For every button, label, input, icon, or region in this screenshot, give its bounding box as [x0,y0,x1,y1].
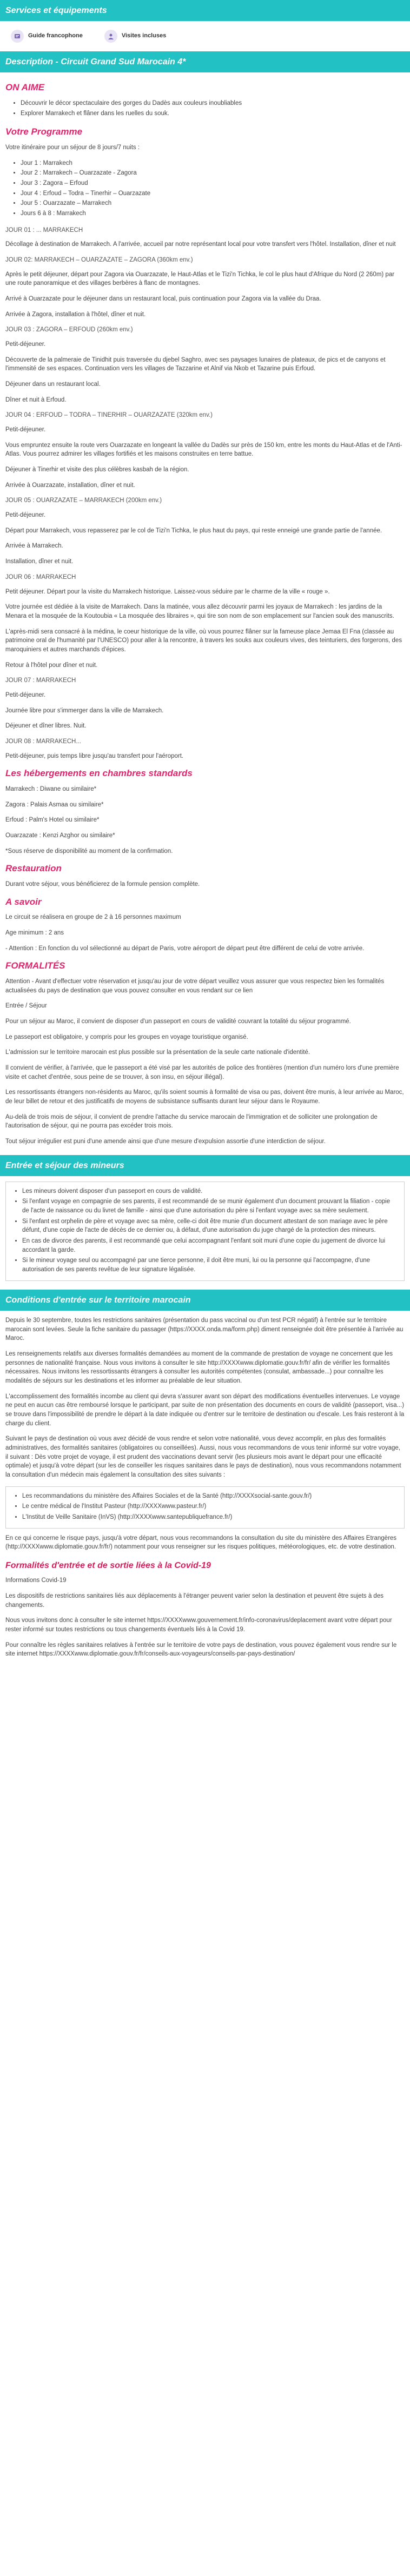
hebergement-item: Erfoud : Palm's Hotel ou similaire* [5,817,100,824]
formalites-text: Tout séjour irrégulier est puni d'une amende ainsi que d'une mesure d'expulsion assortie d'une interdiction de séjour. [5,1138,326,1145]
day-text: Départ pour Marrakech, vous repasserez par le col de Tizi'n Tichka, le plus haut du pays, qui reste enneigé une grande partie de l'année. [5,527,382,534]
day-text: Déjeuner dans un restaurant local. [5,381,101,388]
service-guide [11,30,83,43]
day-text: Petit-déjeuner. [5,691,46,698]
day-text: Petit-déjeuner, puis temps libre jusqu'au transfert pour l'aéroport. [5,752,184,759]
day-title: JOUR 04 : ERFOUD – TODRA – TINERHIR – OUARZAZATE (320km env.) [5,412,213,419]
day-text: Petit déjeuner. Départ pour la visite du Marrakech historique. Laissez-vous séduire par le charme de la ville « rouge ». [5,588,330,595]
services-list [0,21,410,51]
day-block [5,496,405,566]
day-text: Déjeuner et dîner libres. Nuit. [5,723,87,730]
description-content [0,72,410,1671]
day-text: Découverte de la palmeraie de Tinidhit puis traversée du djebel Saghro, avec ses paysages lunaires de plateaux, de pics et de canyons et l'immensité de ses espaces. Continuation vers les villages de Tazzarine et Alnif via Nkob et Tazarine puis Erfoud. [5,356,386,372]
on-aime-list [21,99,405,118]
covid-text: Les dispositifs de restrictions sanitaires liés aux déplacements à l'étranger peuvent varier selon la destination et peuvent être sujets à des changements. [5,1592,383,1609]
formalites-heading: FORMALITÉS [5,960,65,971]
conditions-text: En ce qui concerne le risque pays, jusqu'à votre départ, nous vous recommandons la consultation du site du ministère des Affaires Etrangères (http://XXXXwww.diplomatie.gouv.fr/fr/) notamment pour vous renseigner sur les risques politiques, météorologiques, etc. de votre destination. [5,1534,397,1551]
day-text: Arrivée à Ouarzazate, installation, dîner et nuit. [5,482,135,489]
day-text: Votre journée est dédiée à la visite de Marrakech. Dans la matinée, vous allez découvrir parmi les joyaux de Marrakech : les jardins de la Menara et la mosquée de la Koutoubia « La mosquée des libraires », qui tire son nom de son emplacement sur l'ancien souk des manuscrits. [5,604,394,619]
conditions-text: Depuis le 30 septembre, toutes les restrictions sanitaires (présentation du pass vaccinal ou d'un test PCR négatif) à l'entrée sur le territoire marocain sont levées. Seule la fiche sanitaire du passager (https://XXXX.onda.ma/form.php) diment renseignée doit être présentée à l'arrivée au Maroc. [5,1317,404,1342]
list-item: • Jour 2 : Marrakech – Ouarzazate - Zagora [21,169,405,178]
day-title: JOUR 06 : MARRAKECH [5,573,76,580]
day-block [5,411,405,490]
conditions-band: Conditions d'entrée sur le territoire marocain [0,1290,410,1311]
day-block [5,676,405,731]
covid-heading: Formalités d'entrée et de sortie liées à la Covid-19 [5,1561,211,1571]
day-block [5,226,405,249]
mineurs-band: Entrée et séjour des mineurs [0,1155,410,1176]
day-title: JOUR 02: MARRAKECH – OUARZAZATE – ZAGORA (360km env.) [5,257,193,264]
day-title: JOUR 01 : ... MARRAKECH [5,226,83,233]
covid-text: Informations Covid-19 [5,1577,67,1584]
service-label: Visites incluses [121,32,167,39]
day-text: Après le petit déjeuner, départ pour Zagora via Ouarzazate, le Haut-Atlas et le Tizi'n Tichka, le col le plus haut d'Afrique du Nord (2 260m) par une route panoramique et des villages berbères à flanc de montagnes. [5,271,395,287]
hebergement-item: Marrakech : Diwane ou similaire* [5,785,97,792]
covid-text: Nous vous invitons donc à consulter le site internet https://XXXXwww.gouvernement.fr/info-coronavirus/deplacement avant votre départ pour rester informé sur toutes restrictions ou tous changements éventuels liés à la Covid 19. [5,1617,392,1633]
list-item: • Si le mineur voyage seul ou accompagné par une tierce personne, il doit être muni, lui ou la personne qui l'accompagne, d'une autorisation de ses parents revêtue de leur signature légalisée. [22,1256,399,1274]
services-band: Services et équipements [0,0,410,21]
savoir-text: Le circuit se réalisera en groupe de 2 à 16 personnes maximum [5,914,181,921]
hebergements-heading: Les hébergements en chambres standards [5,768,193,779]
day-text: Dîner et nuit à Erfoud. [5,396,67,403]
mineurs-box [5,1182,405,1281]
day-text: Petit-déjeuner. [5,341,46,348]
restauration-text: Durant votre séjour, vous bénéficierez de la formule pension complète. [5,880,200,887]
list-item: • Jour 5 : Ouarzazate – Marrakech [21,199,405,208]
day-text: Décollage à destination de Marrakech. A l'arrivée, accueil par notre représentant local pour votre transfert vers l'hôtel. Installation, dîner et nuit [5,241,396,248]
day-title: JOUR 08 : MARRAKECH... [5,738,81,745]
formalites-text: Le passeport est obligatoire, y compris pour les groupes en voyage touristique organisé. [5,1033,248,1040]
programme-heading: Votre Programme [5,126,83,137]
day-text: Arrivé à Ouarzazate pour le déjeuner dans un restaurant local, puis continuation pour Zagora via la vallée du Draa. [5,296,321,303]
day-text: Journée libre pour s'immerger dans la ville de Marrakech. [5,707,164,714]
formalites-text: Il convient de vérifier, à l'arrivée, que le passeport a été visé par les autorités de police des frontières (mention d'un numéro lors d'une première visite et cachet d'entrée, sous peine de se trouver, à son insu, en séjour illégal). [5,1064,399,1080]
list-item: • Jours 6 à 8 : Marrakech [21,209,405,218]
programme-list [21,159,405,218]
day-block [5,737,405,760]
day-title: JOUR 05 : OUARZAZATE – MARRAKECH (200km env.) [5,497,162,504]
hebergement-item: Zagora : Palais Asmaa ou similaire* [5,801,104,808]
list-item: • Si l'enfant est orphelin de père et voyage avec sa mère, celle-ci doit être munie d'un document attestant de son mariage avec le père défunt, d'une copie de l'acte de décès de ce dernier ou, à défaut, d'une autorisation du juge chargé de la protection des mineurs. [22,1217,399,1235]
covid-text: Pour connaître les règles sanitaires relatives à l'entrée sur le territoire de votre pays de destination, vous pouvez également vous rendre sur le site internet https://XXXXwww.diplomatie.gouv.fr/fr/conseils-aux-voyageurs/conseils-par-pays-destination/ [5,1641,397,1658]
visit-icon [104,30,117,43]
list-item: • Les mineurs doivent disposer d'un passeport en cours de validité. [22,1187,399,1196]
conditions-text: Suivant le pays de destination où vous avez décidé de vous rendre et selon votre nationalité, vous devez accomplir, en plus des formalités administratives, des formalités sanitaires (obligatoires ou conseillées). Aussi, nous vous recommandons de vous tenir informé sur votre voyage, il suivant : Dès votre projet de voyage, il est prudent des vaccinations devant servir (les plusieurs mois avant le départ pour une efficacité optimale) et jusqu'à votre départ (sur les de conseiller les risques sanitaires dans le pays de destination), nous vous recommandons notamment la consultation d'un médecin mais également la consultation des sites suivants : [5,1436,401,1479]
day-block [5,256,405,319]
formalites-text: Attention - Avant d'effectuer votre réservation et jusqu'au jour de votre départ veuillez vous assurer que vous respectez bien les formalités actualisées du pays de destination que vous pouvez consulter en vous rendant sur ce lien [5,978,385,994]
day-text: Déjeuner à Tinerhir et visite des plus célèbres kasbah de la région. [5,466,189,473]
savoir-heading: A savoir [5,896,42,907]
service-visits [104,30,166,43]
list-item[interactable]: • Les recommandations du ministère des Affaires Sociales et de la Santé (http://XXXXsocial-sante.gouv.fr/) [22,1492,399,1501]
list-item: • En cas de divorce des parents, il est recommandé que celui accompagnant l'enfant soit muni d'une copie du jugement de divorce lui accordant la garde. [22,1237,399,1254]
list-item: • Jour 1 : Marrakech [21,159,405,168]
list-item: • Si l'enfant voyage en compagnie de ses parents, il est recommandé de se munir également d'un document prouvant la filiation - copie de l'acte de naissance ou du livret de famille - ainsi que d'une autorisation du père si l'enfant voyage avec sa mère seulement. [22,1197,399,1215]
conditions-text: L'accomplissement des formalités incombe au client qui devra s'assurer avant son départ des modifications éventuelles intervenues. Le voyage ne peut en aucun cas être remboursé lorsque le participant, par suite de non présentation des documents en cours de validité (passeport, visa...) se trouve dans l'impossibilité de prendre le départ à la date indiquée ou d'entrer sur le territoire de destination ou d'escale. Les frais resteront à la charge du client. [5,1393,405,1427]
list-item[interactable]: • Le centre médical de l'Institut Pasteur (http://XXXXwww.pasteur.fr/) [22,1502,399,1511]
day-text: L'après-midi sera consacré à la médina, le coeur historique de la ville, où vous pourrez flâner sur la fameuse place Jemaa El Fna (classée au patrimoine oral de l'humanité par l'UNESCO) pour aller à la rencontre, à travers les souks aux couleurs vives, des teinturiers, des forgerons, des maroquiniers et autres marchands d'épices. [5,628,402,653]
programme-intro: Votre itinéraire pour un séjour de 8 jours/7 nuits : [5,144,140,151]
list-item[interactable]: • L'Institut de Veille Sanitaire (InVS) (http://XXXXwww.santepubliquefrance.fr/) [22,1513,399,1522]
guide-icon [11,30,24,43]
on-aime-heading: ON AIME [5,82,45,93]
description-band: Description - Circuit Grand Sud Marocain 4* [0,51,410,72]
day-text: Retour à l'hôtel pour dîner et nuit. [5,662,98,669]
savoir-text: Age minimum : 2 ans [5,929,64,936]
day-text: Arrivée à Zagora, installation à l'hôtel, dîner et nuit. [5,311,146,318]
day-text: Vous empruntez ensuite la route vers Ouarzazate en longeant la vallée du Dadès sur près de 150 km, entre les monts du Haut-Atlas et de l'Anti-Atlas. Vous pourrez admirer les villages fortifiés et les maisons construites en terre battue. [5,442,402,458]
list-item: • Jour 4 : Erfoud – Todra – Tinerhir – Ouarzazate [21,189,405,198]
restauration-heading: Restauration [5,863,62,874]
hebergement-note: *Sous réserve de disponibilité au moment de la confirmation. [5,847,173,855]
formalites-text: L'admission sur le territoire marocain est plus possible sur la présentation de la seule carte nationale d'identité. [5,1049,310,1056]
conditions-text: Les renseignements relatifs aux diverses formalités demandées au moment de la commande de prestation de voyage ne concernent que les personnes de nationalité française. Nous vous invitons à consulter le site http://XXXXwww.diplomatie.gouv.fr/fr/ afin de vérifier les formalités nécessaires. Nous invitons les ressortissants étrangers à consulter les autorités compétentes (consulat, ambassade...) pour connaître les modalités de séjours sur les destinations et les informer au préalable de leur situation. [5,1351,393,1385]
day-text: Arrivée à Marrakech. [5,543,63,550]
conditions-box [5,1486,405,1529]
list-item: • Explorer Marrakech et flâner dans les ruelles du souk. [21,109,405,118]
formalites-text: Les ressortissants étrangers non-résidents au Maroc, qu'ils soient soumis à formalité de visa ou pas, doivent être munis, à leur arrivée au Maroc, de leur billet de retour et des justificatifs de moyens de subsistance suffisants durant leur séjour dans le Royaume. [5,1089,404,1105]
list-item: • Jour 3 : Zagora – Erfoud [21,179,405,188]
day-block [5,573,405,670]
list-item: • Découvrir le décor spectaculaire des gorges du Dadès aux couleurs inoubliables [21,99,405,108]
formalites-text: Pour un séjour au Maroc, il convient de disposer d'un passeport en cours de validité couvrant la totalité du séjour programmé. [5,1018,351,1025]
formalites-text: Au-delà de trois mois de séjour, il convient de prendre l'attache du service marocain de l'immigration et de solliciter une prolongation de l'autorisation de séjour, qui ne pourra pas excéder trois mois. [5,1113,378,1130]
day-text: Petit-déjeuner. [5,512,46,519]
day-text: Installation, dîner et nuit. [5,558,74,565]
hebergement-item: Ouarzazate : Kenzi Azghor ou similaire* [5,832,115,839]
formalites-text: Entrée / Séjour [5,1003,47,1010]
day-title: JOUR 07 : MARRAKECH [5,677,76,684]
day-title: JOUR 03 : ZAGORA – ERFOUD (260km env.) [5,326,133,333]
service-label: Guide francophone [28,32,83,39]
savoir-text: - Attention : En fonction du vol sélectionné au départ de Paris, votre aéroport de départ peut être différent de celui de votre arrivée. [5,945,365,952]
day-text: Petit-déjeuner. [5,426,46,433]
day-block [5,325,405,404]
